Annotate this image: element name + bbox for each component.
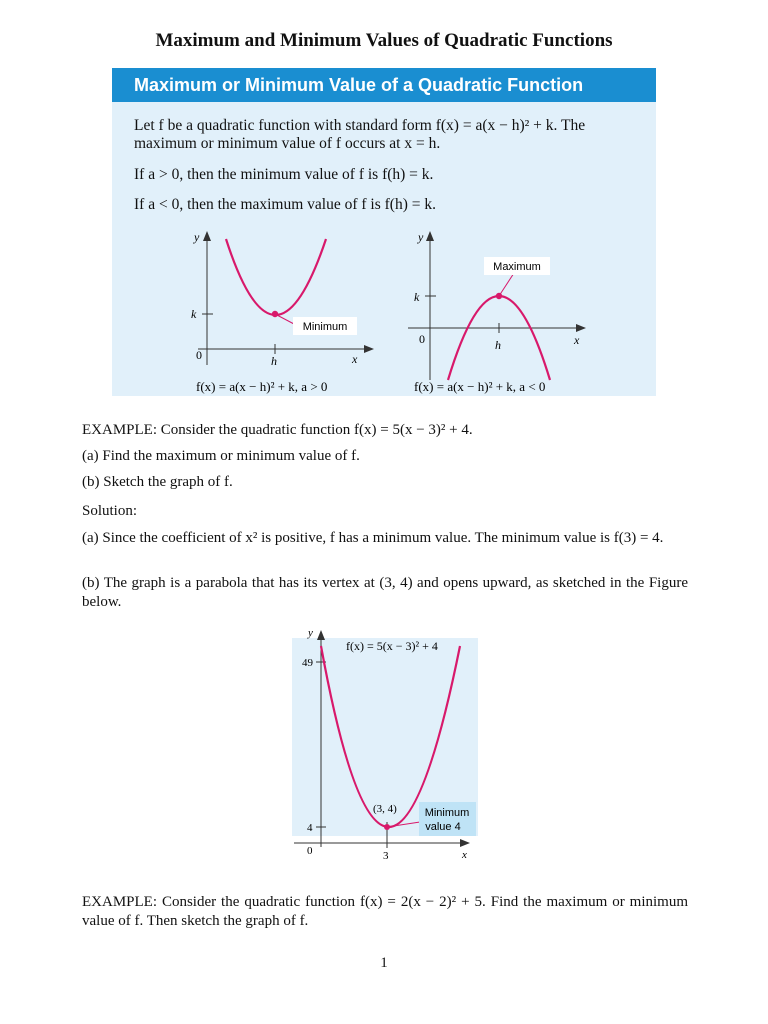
definition-box-header-text: Maximum or Minimum Value of a Quadratic Function (134, 75, 584, 95)
minimum-tag-text: Minimum (302, 321, 348, 333)
example-1-part-b: (b) Sketch the graph of f. (82, 474, 233, 490)
minimum-value-tag-line-2: value 4 (425, 821, 461, 833)
graph-maximum (400, 225, 610, 400)
solution-b: (b) The graph is a parabola that has its vertex at (3, 4) and opens upward, as sketched in the Figure below. (82, 575, 688, 610)
example-1-part-a: (a) Find the maximum or minimum value of f. (82, 448, 360, 464)
x-axis-arrow (364, 345, 374, 353)
example-graph (290, 622, 490, 868)
y-label: y (418, 230, 424, 244)
k-label: k (191, 307, 197, 321)
definition-line-2: If a > 0, then the minimum value of f is f(h) = k. (134, 166, 434, 183)
caption-left: f(x) = a(x − h)² + k, a > 0 (196, 379, 328, 394)
definition-line-1: Let f be a quadratic function with standard form f(x) = a(x − h)² + k. The maximum or minimum value of f occurs at x = h. (134, 117, 586, 152)
h-label: h (271, 354, 277, 368)
y-label: y (194, 230, 200, 244)
origin-label: 0 (419, 332, 425, 346)
x-label: x (574, 333, 580, 347)
definition-line-3: If a < 0, then the maximum value of f is f(h) = k. (134, 196, 437, 213)
k-label: k (414, 290, 420, 304)
tag-pointer (499, 273, 514, 296)
page-title: Maximum and Minimum Values of Quadratic Functions (155, 30, 613, 51)
y-axis-arrow (426, 231, 434, 241)
x-axis-arrow (460, 839, 470, 847)
parabola-up (226, 239, 326, 315)
origin-label: 0 (307, 845, 313, 857)
tag-pointer (275, 314, 294, 324)
vertex-label: (3, 4) (373, 803, 397, 815)
example-1-statement: EXAMPLE: Consider the quadratic function f(x) = 5(x − 3)² + 4. (82, 422, 473, 438)
page-number: 1 (380, 955, 388, 971)
y-axis-arrow (317, 630, 325, 640)
y-label: y (308, 627, 313, 639)
graph-minimum (180, 225, 380, 400)
solution-a: (a) Since the coefficient of x² is positive, f has a minimum value. The minimum value is f(3) = 4. (82, 530, 664, 546)
x-axis-arrow (576, 324, 586, 332)
x-label: x (352, 352, 358, 366)
origin-label: 0 (196, 348, 202, 362)
caption-right: f(x) = a(x − h)² + k, a < 0 (414, 379, 546, 394)
minimum-value-tag-line-1: Minimum (424, 807, 470, 819)
function-label: f(x) = 5(x − 3)² + 4 (346, 639, 438, 653)
tag-pointer (387, 822, 420, 827)
y-tick-49-label: 49 (302, 657, 313, 669)
y-tick-4-label: 4 (307, 822, 313, 834)
example-parabola (321, 646, 460, 827)
x-tick-3-label: 3 (383, 850, 389, 862)
h-label: h (495, 338, 501, 352)
y-axis-arrow (203, 231, 211, 241)
example-2-statement: EXAMPLE: Consider the quadratic function f(x) = 2(x − 2)² + 5. Find the maximum or minimum value of f. Then sketch the graph of f. (82, 894, 688, 929)
maximum-tag-text: Maximum (493, 261, 541, 273)
x-label: x (462, 849, 467, 861)
solution-label: Solution: (82, 503, 138, 519)
